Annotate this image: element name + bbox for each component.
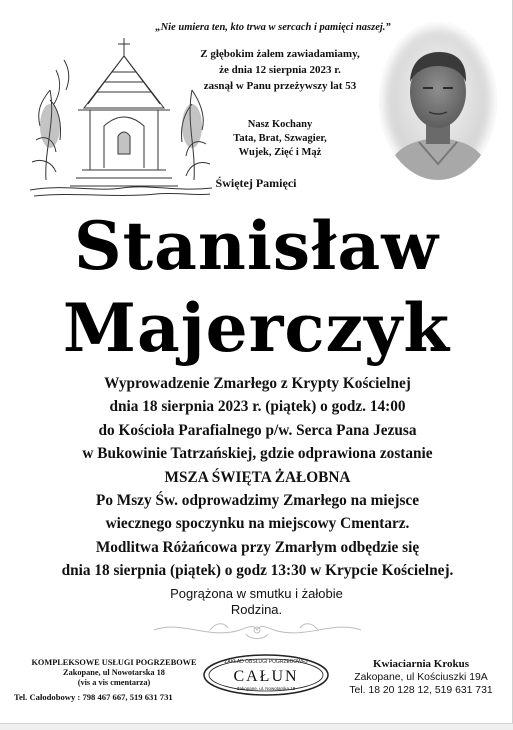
funeral-home-info — [14, 658, 214, 702]
family-roles-line: Wujek, Zięć i Mąż — [238, 147, 322, 158]
details-line: wiecznego spoczynku na miejscowy Cmentarz. — [105, 515, 410, 533]
details-line: do Kościoła Parafialnego p/w. Serca Pana Jezusa — [98, 421, 417, 439]
details-line: Modlitwa Różańcowa przy Zmarłym odbędzie się — [95, 538, 420, 556]
deceased-last-name: Majerczyk — [62, 289, 451, 367]
funeral-home-phone: Tel. Całodobowy : 798 467 667, 519 631 731 — [14, 692, 173, 702]
funeral-details — [14, 372, 501, 583]
logo-top-text: ZAKŁAD OBSŁUGI POGRZEBOWEJ — [224, 659, 308, 665]
family-roles-line: Tata, Brat, Szwagier, — [233, 133, 327, 144]
details-line: dnia 18 sierpnia 2023 r. (piątek) o godz. 14:00 — [109, 398, 406, 416]
portrait-figure-icon — [379, 22, 497, 180]
funeral-home-address: Zakopane, ul Nowotarska 18 — [63, 668, 165, 677]
portrait-photo — [379, 22, 497, 180]
closing-line: Rodzina. — [230, 602, 283, 617]
memorial-quote: „Nie umiera ten, kto trwa w sercach i pamięci naszej.” — [155, 22, 391, 33]
details-line: w Bukowinie Tatrzańskiej, gdzie odprawiona zostanie — [82, 445, 433, 463]
florist-address: Zakopane, ul Kościuszki 19A — [354, 672, 488, 683]
announcement-line: zasnął w Panu przeżywszy lat 53 — [203, 80, 357, 92]
logo-bottom-text: Zakopane, ul. Nowotarska 18 — [236, 686, 296, 691]
details-line: Wyprowadzenie Zmarłego z Krypty Kościelnej — [104, 375, 411, 392]
announcement-line: że dnia 12 sierpnia 2023 r. — [219, 64, 341, 76]
funeral-home-name: KOMPLEKSOWE USŁUGI POGRZEBOWE — [31, 658, 197, 667]
memory-label: Świętej Pamięci — [215, 176, 297, 190]
deceased-first-name: Stanisław — [73, 207, 440, 285]
details-line: dnia 18 sierpnia (piątek) o godz 13:30 w Krypcie Kościelnej. — [61, 562, 454, 580]
death-announcement — [180, 46, 380, 94]
floral-ornament-icon — [150, 618, 365, 642]
family-roles-line: Nasz Kochany — [247, 119, 313, 130]
caun-logo — [200, 652, 332, 698]
closing-line: Pogrążona w smutku i żałobie — [170, 586, 343, 601]
family-roles — [205, 118, 355, 160]
bottom-scroll-strip — [0, 723, 513, 730]
details-line: MSZA ŚWIĘTA ŻAŁOBNA — [164, 468, 351, 486]
logo-name: CAŁUN — [233, 668, 299, 685]
closing-signature — [0, 586, 513, 618]
announcement-line: Z głębokim żalem zawiadamiamy, — [200, 48, 360, 60]
details-line: Po Mszy Św. odprowadzimy Zmarłego na miejsce — [95, 492, 420, 510]
florist-phone: Tel. 18 20 128 12, 519 631 731 — [349, 685, 493, 696]
funeral-home-note: (vis a vis cmentarza) — [77, 678, 151, 687]
florist-name: Kwiaciarnia Krokus — [372, 658, 470, 670]
florist-info — [330, 658, 512, 697]
